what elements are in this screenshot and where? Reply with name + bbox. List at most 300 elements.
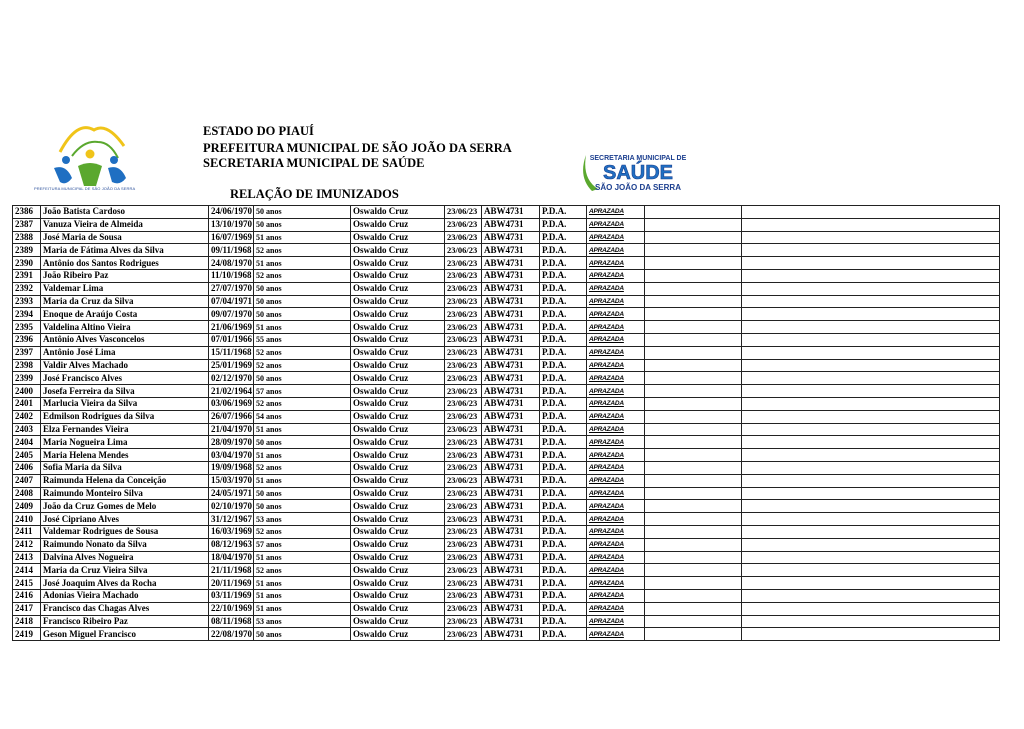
vaccination-date: 23/06/23 — [445, 423, 482, 436]
vaccination-date: 23/06/23 — [445, 385, 482, 398]
status-label: APRAZADA — [587, 487, 645, 500]
age: 52 anos — [254, 359, 351, 372]
vaccination-date: 23/06/23 — [445, 461, 482, 474]
person-name: Edmilson Rodrigues da Silva — [41, 410, 209, 423]
dose-type: P.D.A. — [540, 244, 587, 257]
table-row — [13, 308, 1000, 321]
vaccination-date: 23/06/23 — [445, 474, 482, 487]
person-name: Maria da Cruz da Silva — [41, 295, 209, 308]
birth-date: 08/11/1968 — [209, 615, 254, 628]
vaccination-place: Oswaldo Cruz — [351, 359, 445, 372]
status-label: APRAZADA — [587, 410, 645, 423]
age: 51 anos — [254, 589, 351, 602]
age: 52 anos — [254, 346, 351, 359]
vaccination-place: Oswaldo Cruz — [351, 231, 445, 244]
vaccination-place: Oswaldo Cruz — [351, 321, 445, 334]
status-label: APRAZADA — [587, 589, 645, 602]
birth-date: 07/01/1966 — [209, 333, 254, 346]
table-row — [13, 244, 1000, 257]
empty-cell — [742, 513, 1000, 526]
age: 51 anos — [254, 231, 351, 244]
person-name: Raimundo Monteiro Silva — [41, 487, 209, 500]
vaccine-lot: ABW4731 — [482, 589, 540, 602]
row-number: 2404 — [13, 436, 41, 449]
table-row — [13, 333, 1000, 346]
vaccine-lot: ABW4731 — [482, 461, 540, 474]
birth-date: 03/11/1969 — [209, 589, 254, 602]
empty-cell — [645, 615, 742, 628]
status-label: APRAZADA — [587, 615, 645, 628]
empty-cell — [645, 474, 742, 487]
empty-cell — [645, 397, 742, 410]
status-label: APRAZADA — [587, 218, 645, 231]
table-row — [13, 410, 1000, 423]
empty-cell — [645, 385, 742, 398]
person-name: Enoque de Araújo Costa — [41, 308, 209, 321]
dose-type: P.D.A. — [540, 487, 587, 500]
row-number: 2408 — [13, 487, 41, 500]
empty-cell — [742, 359, 1000, 372]
vaccination-date: 23/06/23 — [445, 346, 482, 359]
table-row — [13, 359, 1000, 372]
age: 52 anos — [254, 397, 351, 410]
empty-cell — [742, 385, 1000, 398]
vaccine-lot: ABW4731 — [482, 577, 540, 590]
birth-date: 24/08/1970 — [209, 257, 254, 270]
empty-cell — [645, 333, 742, 346]
empty-cell — [742, 321, 1000, 334]
empty-cell — [645, 206, 742, 219]
person-name: Elza Fernandes Vieira — [41, 423, 209, 436]
person-name: Maria de Fátima Alves da Silva — [41, 244, 209, 257]
empty-cell — [645, 525, 742, 538]
dose-type: P.D.A. — [540, 461, 587, 474]
person-name: Antônio José Lima — [41, 346, 209, 359]
table-row — [13, 295, 1000, 308]
vaccination-place: Oswaldo Cruz — [351, 602, 445, 615]
vaccine-lot: ABW4731 — [482, 410, 540, 423]
vaccination-date: 23/06/23 — [445, 564, 482, 577]
table-row — [13, 525, 1000, 538]
vaccination-date: 23/06/23 — [445, 244, 482, 257]
empty-cell — [742, 308, 1000, 321]
empty-cell — [645, 589, 742, 602]
header-state: ESTADO DO PIAUÍ — [203, 124, 314, 138]
vaccination-place: Oswaldo Cruz — [351, 218, 445, 231]
vaccination-place: Oswaldo Cruz — [351, 589, 445, 602]
person-name: João da Cruz Gomes de Melo — [41, 500, 209, 513]
row-number: 2389 — [13, 244, 41, 257]
person-name: João Ribeiro Paz — [41, 269, 209, 282]
status-label: APRAZADA — [587, 269, 645, 282]
dose-type: P.D.A. — [540, 628, 587, 641]
row-number: 2401 — [13, 397, 41, 410]
age: 50 anos — [254, 628, 351, 641]
empty-cell — [645, 269, 742, 282]
vaccination-place: Oswaldo Cruz — [351, 461, 445, 474]
dose-type: P.D.A. — [540, 346, 587, 359]
prefeitura-logo — [32, 112, 144, 196]
birth-date: 09/07/1970 — [209, 308, 254, 321]
vaccine-lot: ABW4731 — [482, 218, 540, 231]
birth-date: 27/07/1970 — [209, 282, 254, 295]
table-row — [13, 436, 1000, 449]
dose-type: P.D.A. — [540, 295, 587, 308]
vaccination-place: Oswaldo Cruz — [351, 551, 445, 564]
row-number: 2403 — [13, 423, 41, 436]
status-label: APRAZADA — [587, 474, 645, 487]
birth-date: 02/12/1970 — [209, 372, 254, 385]
dose-type: P.D.A. — [540, 602, 587, 615]
birth-date: 15/11/1968 — [209, 346, 254, 359]
row-number: 2407 — [13, 474, 41, 487]
birth-date: 31/12/1967 — [209, 513, 254, 526]
vaccination-place: Oswaldo Cruz — [351, 615, 445, 628]
vaccine-lot: ABW4731 — [482, 474, 540, 487]
empty-cell — [742, 538, 1000, 551]
birth-date: 03/04/1970 — [209, 449, 254, 462]
empty-cell — [742, 244, 1000, 257]
person-name: Raimundo Nonato da Silva — [41, 538, 209, 551]
table-row — [13, 474, 1000, 487]
birth-date: 16/07/1969 — [209, 231, 254, 244]
vaccine-lot: ABW4731 — [482, 206, 540, 219]
dose-type: P.D.A. — [540, 359, 587, 372]
empty-cell — [645, 359, 742, 372]
row-number: 2412 — [13, 538, 41, 551]
birth-date: 21/06/1969 — [209, 321, 254, 334]
status-label: APRAZADA — [587, 295, 645, 308]
vaccine-lot: ABW4731 — [482, 321, 540, 334]
vaccination-date: 23/06/23 — [445, 500, 482, 513]
vaccination-date: 23/06/23 — [445, 218, 482, 231]
dose-type: P.D.A. — [540, 231, 587, 244]
empty-cell — [742, 257, 1000, 270]
status-label: APRAZADA — [587, 513, 645, 526]
birth-date: 24/06/1970 — [209, 206, 254, 219]
row-number: 2402 — [13, 410, 41, 423]
age: 57 anos — [254, 385, 351, 398]
age: 52 anos — [254, 525, 351, 538]
age: 51 anos — [254, 474, 351, 487]
table-row — [13, 589, 1000, 602]
age: 53 anos — [254, 513, 351, 526]
status-label: APRAZADA — [587, 628, 645, 641]
vaccination-place: Oswaldo Cruz — [351, 397, 445, 410]
vaccine-lot: ABW4731 — [482, 372, 540, 385]
row-number: 2391 — [13, 269, 41, 282]
person-name: Antônio Alves Vasconcelos — [41, 333, 209, 346]
row-number: 2414 — [13, 564, 41, 577]
vaccination-place: Oswaldo Cruz — [351, 436, 445, 449]
person-name: José Francisco Alves — [41, 372, 209, 385]
status-label: APRAZADA — [587, 461, 645, 474]
empty-cell — [645, 231, 742, 244]
birth-date: 07/04/1971 — [209, 295, 254, 308]
empty-cell — [742, 487, 1000, 500]
table-row — [13, 487, 1000, 500]
birth-date: 26/07/1966 — [209, 410, 254, 423]
empty-cell — [645, 308, 742, 321]
empty-cell — [645, 436, 742, 449]
vaccination-date: 23/06/23 — [445, 359, 482, 372]
vaccination-place: Oswaldo Cruz — [351, 308, 445, 321]
status-label: APRAZADA — [587, 333, 645, 346]
vaccination-place: Oswaldo Cruz — [351, 564, 445, 577]
age: 57 anos — [254, 538, 351, 551]
table-row — [13, 513, 1000, 526]
dose-type: P.D.A. — [540, 372, 587, 385]
status-label: APRAZADA — [587, 372, 645, 385]
dose-type: P.D.A. — [540, 615, 587, 628]
vaccination-date: 23/06/23 — [445, 231, 482, 244]
row-number: 2392 — [13, 282, 41, 295]
status-label: APRAZADA — [587, 602, 645, 615]
dose-type: P.D.A. — [540, 218, 587, 231]
age: 50 anos — [254, 308, 351, 321]
vaccine-lot: ABW4731 — [482, 487, 540, 500]
empty-cell — [742, 372, 1000, 385]
row-number: 2390 — [13, 257, 41, 270]
vaccine-lot: ABW4731 — [482, 359, 540, 372]
vaccine-lot: ABW4731 — [482, 385, 540, 398]
empty-cell — [645, 244, 742, 257]
vaccine-lot: ABW4731 — [482, 295, 540, 308]
age: 52 anos — [254, 244, 351, 257]
empty-cell — [742, 500, 1000, 513]
empty-cell — [645, 372, 742, 385]
table-row — [13, 628, 1000, 641]
header-secretaria: SECRETARIA MUNICIPAL DE SAÚDE — [203, 156, 425, 170]
vaccination-date: 23/06/23 — [445, 295, 482, 308]
vaccine-lot: ABW4731 — [482, 423, 540, 436]
vaccination-date: 23/06/23 — [445, 538, 482, 551]
dose-type: P.D.A. — [540, 423, 587, 436]
vaccination-date: 23/06/23 — [445, 449, 482, 462]
vaccination-place: Oswaldo Cruz — [351, 513, 445, 526]
person-name: Marlucia Vieira da Silva — [41, 397, 209, 410]
age: 50 anos — [254, 218, 351, 231]
empty-cell — [645, 551, 742, 564]
age: 52 anos — [254, 564, 351, 577]
empty-cell — [742, 628, 1000, 641]
vaccination-date: 23/06/23 — [445, 282, 482, 295]
empty-cell — [742, 551, 1000, 564]
dose-type: P.D.A. — [540, 474, 587, 487]
empty-cell — [645, 282, 742, 295]
status-label: APRAZADA — [587, 308, 645, 321]
row-number: 2393 — [13, 295, 41, 308]
empty-cell — [742, 602, 1000, 615]
table-row — [13, 218, 1000, 231]
dose-type: P.D.A. — [540, 410, 587, 423]
dose-type: P.D.A. — [540, 525, 587, 538]
empty-cell — [645, 346, 742, 359]
table-row — [13, 321, 1000, 334]
empty-cell — [645, 257, 742, 270]
vaccination-place: Oswaldo Cruz — [351, 269, 445, 282]
status-label: APRAZADA — [587, 321, 645, 334]
status-label: APRAZADA — [587, 346, 645, 359]
row-number: 2415 — [13, 577, 41, 590]
birth-date: 28/09/1970 — [209, 436, 254, 449]
dose-type: P.D.A. — [540, 333, 587, 346]
vaccine-lot: ABW4731 — [482, 244, 540, 257]
dose-type: P.D.A. — [540, 257, 587, 270]
vaccine-lot: ABW4731 — [482, 525, 540, 538]
empty-cell — [645, 295, 742, 308]
vaccination-place: Oswaldo Cruz — [351, 525, 445, 538]
age: 53 anos — [254, 615, 351, 628]
table-row — [13, 615, 1000, 628]
vaccination-place: Oswaldo Cruz — [351, 282, 445, 295]
table-row — [13, 385, 1000, 398]
table-row — [13, 538, 1000, 551]
vaccination-place: Oswaldo Cruz — [351, 423, 445, 436]
vaccine-lot: ABW4731 — [482, 628, 540, 641]
vaccination-place: Oswaldo Cruz — [351, 295, 445, 308]
vaccine-lot: ABW4731 — [482, 257, 540, 270]
vaccination-place: Oswaldo Cruz — [351, 628, 445, 641]
person-name: José Cipriano Alves — [41, 513, 209, 526]
birth-date: 22/10/1969 — [209, 602, 254, 615]
vaccination-date: 23/06/23 — [445, 257, 482, 270]
row-number: 2387 — [13, 218, 41, 231]
dose-type: P.D.A. — [540, 564, 587, 577]
status-label: APRAZADA — [587, 538, 645, 551]
empty-cell — [645, 500, 742, 513]
empty-cell — [742, 449, 1000, 462]
vaccine-lot: ABW4731 — [482, 282, 540, 295]
row-number: 2418 — [13, 615, 41, 628]
vaccination-date: 23/06/23 — [445, 628, 482, 641]
empty-cell — [742, 436, 1000, 449]
row-number: 2400 — [13, 385, 41, 398]
empty-cell — [742, 346, 1000, 359]
age: 50 anos — [254, 206, 351, 219]
empty-cell — [742, 423, 1000, 436]
age: 50 anos — [254, 282, 351, 295]
vaccination-place: Oswaldo Cruz — [351, 449, 445, 462]
status-label: APRAZADA — [587, 282, 645, 295]
birth-date: 02/10/1970 — [209, 500, 254, 513]
person-name: José Maria de Sousa — [41, 231, 209, 244]
dose-type: P.D.A. — [540, 206, 587, 219]
empty-cell — [742, 397, 1000, 410]
table-row — [13, 282, 1000, 295]
status-label: APRAZADA — [587, 423, 645, 436]
vaccine-lot: ABW4731 — [482, 538, 540, 551]
age: 50 anos — [254, 487, 351, 500]
vaccination-place: Oswaldo Cruz — [351, 385, 445, 398]
vaccination-date: 23/06/23 — [445, 577, 482, 590]
empty-cell — [645, 564, 742, 577]
age: 55 anos — [254, 333, 351, 346]
dose-type: P.D.A. — [540, 385, 587, 398]
vaccine-lot: ABW4731 — [482, 602, 540, 615]
person-name: Valdir Alves Machado — [41, 359, 209, 372]
birth-date: 18/04/1970 — [209, 551, 254, 564]
table-row — [13, 206, 1000, 219]
birth-date: 22/08/1970 — [209, 628, 254, 641]
vaccine-lot: ABW4731 — [482, 333, 540, 346]
empty-cell — [742, 269, 1000, 282]
table-row — [13, 257, 1000, 270]
status-label: APRAZADA — [587, 577, 645, 590]
logo-line2: SAÚDE — [602, 162, 674, 184]
birth-date: 11/10/1968 — [209, 269, 254, 282]
vaccine-lot: ABW4731 — [482, 346, 540, 359]
age: 51 anos — [254, 577, 351, 590]
dose-type: P.D.A. — [540, 321, 587, 334]
age: 51 anos — [254, 602, 351, 615]
vaccine-lot: ABW4731 — [482, 231, 540, 244]
birth-date: 25/01/1969 — [209, 359, 254, 372]
dose-type: P.D.A. — [540, 538, 587, 551]
vaccination-place: Oswaldo Cruz — [351, 474, 445, 487]
vaccination-date: 23/06/23 — [445, 487, 482, 500]
person-name: Valdelina Altino Vieira — [41, 321, 209, 334]
age: 50 anos — [254, 500, 351, 513]
dose-type: P.D.A. — [540, 551, 587, 564]
person-name: João Batista Cardoso — [41, 206, 209, 219]
table-row — [13, 397, 1000, 410]
age: 52 anos — [254, 269, 351, 282]
row-number: 2399 — [13, 372, 41, 385]
vaccination-date: 23/06/23 — [445, 372, 482, 385]
birth-date: 08/12/1963 — [209, 538, 254, 551]
vaccination-date: 23/06/23 — [445, 615, 482, 628]
dose-type: P.D.A. — [540, 269, 587, 282]
vaccination-place: Oswaldo Cruz — [351, 333, 445, 346]
empty-cell — [742, 525, 1000, 538]
dose-type: P.D.A. — [540, 589, 587, 602]
row-number: 2388 — [13, 231, 41, 244]
row-number: 2405 — [13, 449, 41, 462]
vaccine-lot: ABW4731 — [482, 513, 540, 526]
person-name: Raimunda Helena da Conceição — [41, 474, 209, 487]
vaccination-place: Oswaldo Cruz — [351, 410, 445, 423]
person-name: Maria Nogueira Lima — [41, 436, 209, 449]
empty-cell — [742, 474, 1000, 487]
vaccination-date: 23/06/23 — [445, 436, 482, 449]
status-label: APRAZADA — [587, 449, 645, 462]
birth-date: 21/11/1968 — [209, 564, 254, 577]
table-row — [13, 551, 1000, 564]
vaccination-date: 23/06/23 — [445, 410, 482, 423]
table-row — [13, 231, 1000, 244]
dose-type: P.D.A. — [540, 500, 587, 513]
table-row — [13, 269, 1000, 282]
empty-cell — [742, 410, 1000, 423]
person-name: Francisco Ribeiro Paz — [41, 615, 209, 628]
person-name: Maria Helena Mendes — [41, 449, 209, 462]
empty-cell — [645, 321, 742, 334]
status-label: APRAZADA — [587, 231, 645, 244]
vaccination-date: 23/06/23 — [445, 333, 482, 346]
vaccination-date: 23/06/23 — [445, 513, 482, 526]
vaccination-date: 23/06/23 — [445, 308, 482, 321]
person-name: Antônio dos Santos Rodrigues — [41, 257, 209, 270]
vaccination-place: Oswaldo Cruz — [351, 257, 445, 270]
age: 52 anos — [254, 461, 351, 474]
vaccination-place: Oswaldo Cruz — [351, 577, 445, 590]
empty-cell — [645, 628, 742, 641]
vaccination-place: Oswaldo Cruz — [351, 500, 445, 513]
birth-date: 09/11/1968 — [209, 244, 254, 257]
person-name: Francisco das Chagas Alves — [41, 602, 209, 615]
row-number: 2398 — [13, 359, 41, 372]
